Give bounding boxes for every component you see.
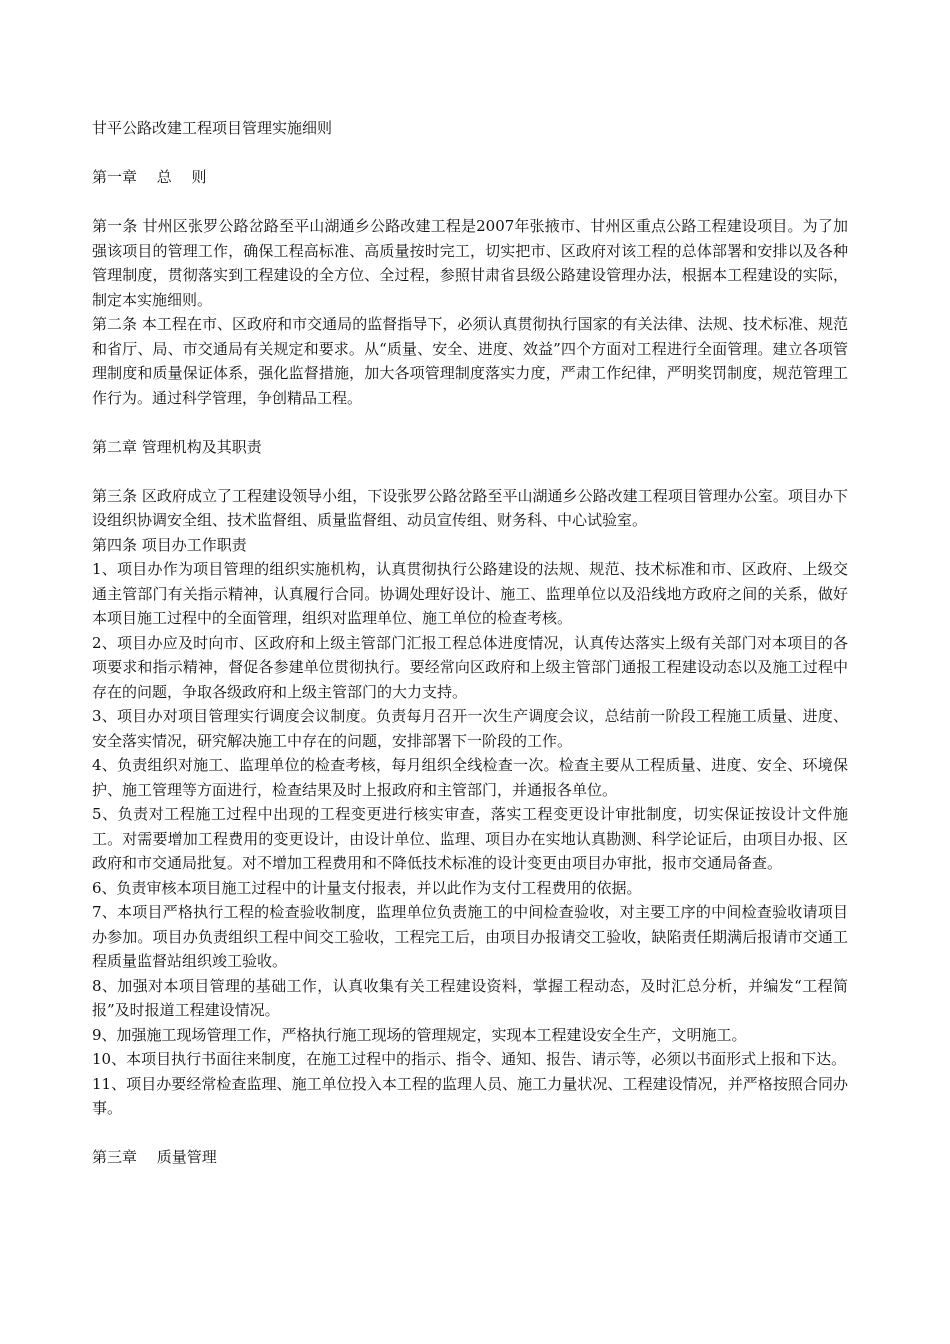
duty-item-6: 6、负责审核本项目施工过程中的计量支付报表，并以此作为支付工程费用的依据。: [92, 878, 642, 897]
duty-item-11: 11、项目办要经常检查监理、施工单位投入本工程的监理人员、施工力量状况、工程建设情况，并严格按照合同办事。: [92, 1074, 848, 1117]
duty-item-5: 5、负责对工程施工过程中出现的工程变更进行核实审查，落实工程变更设计审批制度，切实保证按设计文件施工。对需要增加工程费用的变更设计，由设计单位、监理、项目办在实地认真勘测、科学论证后，由项目办报、区政府和市交通局批复。对不增加工程费用和不降低技术标准的设计变更由项目办审批，报市交通局备查。: [92, 805, 848, 872]
duty-item-3: 3、项目办对项目管理实行调度会议制度。负责每月召开一次生产调度会议，总结前一阶段工程施工质量、进度、安全落实情况，研究解决施工中存在的问题，安排部署下一阶段的工作。: [92, 707, 848, 750]
duty-item-2: 2、项目办应及时向市、区政府和上级主管部门汇报工程总体进度情况，认真传达落实上级有关部门对本项目的各项要求和指示精神，督促各参建单位贯彻执行。要经常向区政府和上级主管部门通报工程建设动态以及施工过程中存在的问题，争取各级政府和上级主管部门的大力支持。: [92, 633, 848, 701]
article-1: 第一条 甘州区张罗公路岔路至平山湖通乡公路改建工程是2007年张掖市、甘州区重点公路工程建设项目。为了加强该项目的管理工作，确保工程高标准、高质量按时完工，切实把市、区政府对该工程的总体部署和安排以及各种管理制度，贯彻落实到工程建设的全方位、全过程，参照甘肃省县级公路建设管理办法，根据本工程建设的实际，制定本实施细则。: [92, 217, 848, 309]
document-body: [92, 116, 848, 1194]
article-2: 第二条 本工程在市、区政府和市交通局的监督指导下，必须认真贯彻执行国家的有关法律、法规、技术标准、规范和省厅、局、市交通局有关规定和要求。从“质量、安全、进度、效益”四个方面对工程进行全面管理。建立各项管理制度和质量保证体系，强化监督措施，加大各项管理制度落实力度，严肃工作纪律，严明奖罚制度，规范管理工作行为。通过科学管理，争创精品工程。: [92, 315, 848, 407]
chapter-2-heading: 第二章 管理机构及其职责: [92, 437, 262, 456]
duty-item-1: 1、项目办作为项目管理的组织实施机构，认真贯彻执行公路建设的法规、规范、技术标准和市、区政府、上级交通主管部门有关指示精神，认真履行合同。协调处理好设计、施工、监理单位以及沿线地方政府之间的关系，做好本项目施工过程中的全面管理，组织对监理单位、施工单位的检查考核。: [92, 560, 848, 627]
duty-item-8: 8、加强对本项目管理的基础工作，认真收集有关工程建设资料，掌握工程动态，及时汇总分析，并编发“工程简报”及时报道工程建设情况。: [92, 976, 848, 1019]
duty-item-10: 10、本项目执行书面往来制度，在施工过程中的指示、指令、通知、报告、请示等，必须以书面形式上报和下达。: [92, 1050, 847, 1068]
document-title: 甘平公路改建工程项目管理实施细则: [92, 119, 333, 137]
duty-item-4: 4、负责组织对施工、监理单位的检查考核，每月组织全线检查一次。检查主要从工程质量、进度、安全、环境保护、施工管理等方面进行，检查结果及时上报政府和主管部门，并通报各单位。: [92, 756, 848, 799]
duty-item-9: 9、加强施工现场管理工作，严格执行施工现场的管理规定，实现本工程建设安全生产，文明施工。: [92, 1025, 747, 1044]
article-4-heading: 第四条 项目办工作职责: [92, 535, 247, 554]
duty-item-7: 7、本项目严格执行工程的检查验收制度，监理单位负责施工的中间检查验收，对主要工序的中间检查验收请项目办参加。项目办负责组织工程中间交工验收，工程完工后，由项目办报请交工验收，缺陷责任期满后报请市交通工程质量监督站组织竣工验收。: [92, 903, 848, 970]
article-3: 第三条 区政府成立了工程建设领导小组，下设张罗公路岔路至平山湖通乡公路改建工程项目管理办公室。项目办下设组织协调安全组、技术监督组、质量监督组、动员宣传组、财务科、中心试验室。: [92, 486, 848, 529]
chapter-3-heading: 第三章 质量管理: [92, 1148, 217, 1166]
chapter-1-heading: 第一章 总 则: [92, 168, 207, 186]
